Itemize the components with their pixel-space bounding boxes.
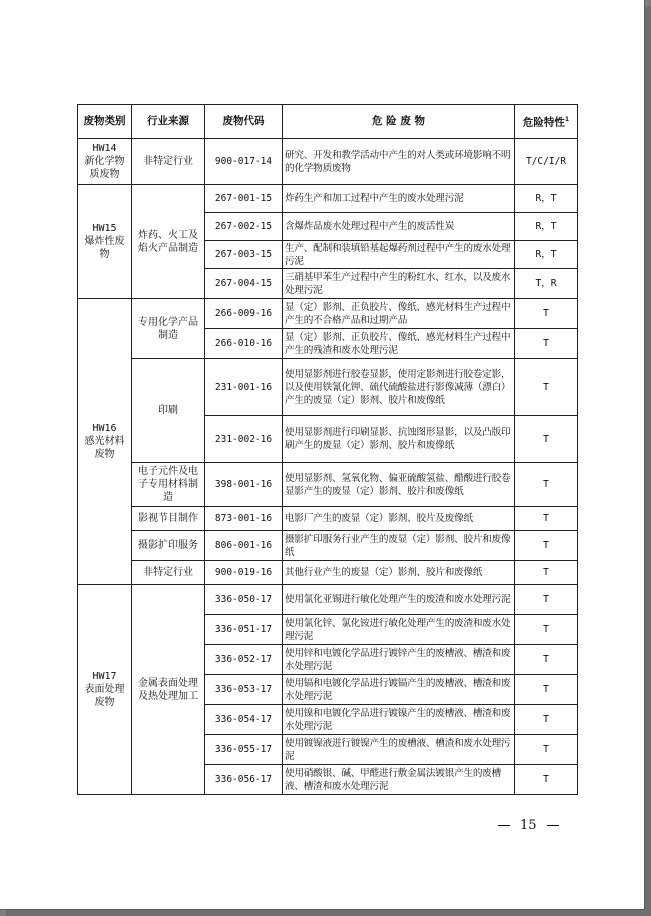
waste-code: 398-001-16 [205,463,283,507]
waste-description: 摄影扩印服务行业产生的废显（定）影剂、胶片和废像纸 [283,531,515,561]
category-name: 爆炸性废物 [84,236,125,260]
risk-characteristic: T [515,765,578,795]
risk-characteristic: T [515,463,578,507]
waste-code: 336-053-17 [205,675,283,705]
table-row [78,561,578,585]
header-risk-label: 危险特性 [522,116,565,129]
waste-description: 生产、配制和装填铅基起爆药剂过程中产生的废水处理污泥 [283,241,515,269]
waste-description: 含爆炸品废水处理过程中产生的废活性炭 [283,213,515,241]
waste-code: 336-050-17 [205,585,283,615]
waste-code: 231-001-16 [205,359,283,416]
risk-characteristic: T [515,531,578,561]
category-code: HW17 [92,671,117,682]
category-hw14 [78,139,132,185]
category-hw15 [78,185,132,299]
waste-code: 267-001-15 [205,185,283,213]
waste-description: 使用硝酸银、碱、甲醛进行敷金属法镀银产生的废槽液、槽渣和废水处理污泥 [283,765,515,795]
waste-code: 336-056-17 [205,765,283,795]
risk-characteristic: T [515,735,578,765]
waste-code: 873-001-16 [205,507,283,531]
dash-left [498,825,510,826]
waste-description: 电影厂产生的废显（定）影剂、胶片及废像纸 [283,507,515,531]
risk-characteristic: T [515,416,578,463]
risk-characteristic: R，T [515,213,578,241]
risk-characteristic: T [515,705,578,735]
waste-description: 使用镀镍液进行镀镍产生的废槽液、槽渣和废水处理污泥 [283,735,515,765]
page-shadow-right [645,6,651,916]
risk-characteristic: T [515,585,578,615]
waste-code: 231-002-16 [205,416,283,463]
header-waste: 危 险 废 物 [283,105,515,139]
source-cell: 印刷 [132,359,205,463]
waste-description: 使用镉和电镀化学品进行镀镉产生的废槽液、槽渣和废水处理污泥 [283,675,515,705]
page-shadow-bottom [6,910,651,916]
table-row [78,463,578,507]
waste-code: 900-017-14 [205,139,283,185]
waste-code: 900-019-16 [205,561,283,585]
table-row [78,507,578,531]
risk-characteristic: T [515,615,578,645]
source-cell: 金属表面处理及热处理加工 [132,585,205,795]
dash-right [547,825,559,826]
waste-description: 使用镍和电镀化学品进行镀镍产生的废槽液、槽渣和废水处理污泥 [283,705,515,735]
waste-description: 显（定）影剂、正负胶片、像纸、感光材料生产过程中产生的残渣和废水处理污泥 [283,329,515,359]
source-cell: 非特定行业 [132,561,205,585]
risk-characteristic: T，R [515,269,578,299]
category-name: 新化学物质废物 [84,156,125,180]
source-cell: 非特定行业 [132,139,205,185]
waste-code: 267-002-15 [205,213,283,241]
table-row [78,359,578,416]
table-header-row [78,105,578,139]
waste-description: 使用氯化亚锡进行敏化处理产生的废渣和废水处理污泥 [283,585,515,615]
risk-characteristic: R，T [515,185,578,213]
waste-code: 336-052-17 [205,645,283,675]
header-code: 废物代码 [205,105,283,139]
table-row [78,299,578,329]
risk-characteristic: T [515,329,578,359]
waste-description: 炸药生产和加工过程中产生的废水处理污泥 [283,185,515,213]
category-name: 表面处理废物 [84,684,125,708]
waste-code: 266-010-16 [205,329,283,359]
header-category: 废物类别 [78,105,132,139]
source-cell: 摄影扩印服务 [132,531,205,561]
waste-description: 使用氯化锌、氯化铵进行敏化处理产生的废渣和废水处理污泥 [283,615,515,645]
waste-code: 267-003-15 [205,241,283,269]
risk-characteristic: R，T [515,241,578,269]
header-source: 行业来源 [132,105,205,139]
waste-description: 使用显影剂进行胶卷显影，使用定影剂进行胶卷定影，以及使用铁氰化钾、硫代硫酸盐进行影像减薄（漂白）产生的废显（定）影剂、胶片和废像纸 [283,359,515,416]
source-cell: 炸药、火工及焰火产品制造 [132,185,205,299]
footnote-marker: 1 [564,116,570,124]
table-row [78,585,578,615]
header-risk [515,105,578,139]
source-cell: 专用化学产品制造 [132,299,205,359]
risk-characteristic: T [515,561,578,585]
table-row [78,531,578,561]
table-row [78,139,578,185]
waste-description: 其他行业产生的废显（定）影剂、胶片和废像纸 [283,561,515,585]
risk-characteristic: T [515,359,578,416]
source-cell: 电子元件及电子专用材料制造 [132,463,205,507]
waste-code: 336-051-17 [205,615,283,645]
waste-description: 显（定）影剂、正负胶片、像纸、感光材料生产过程中产生的不合格产品和过期产品 [283,299,515,329]
category-code: HW15 [92,223,117,234]
table-row [78,185,578,213]
category-hw16 [78,299,132,585]
hazardous-waste-table [77,104,578,795]
risk-characteristic: T [515,299,578,329]
waste-code: 336-055-17 [205,735,283,765]
risk-characteristic: T/C/I/R [515,139,578,185]
waste-code: 266-009-16 [205,299,283,329]
category-name: 感光材料废物 [84,436,125,460]
category-code: HW14 [92,143,117,154]
waste-description: 使用锌和电镀化学品进行镀锌产生的废槽液、槽渣和废水处理污泥 [283,645,515,675]
waste-code: 267-004-15 [205,269,283,299]
waste-code: 336-054-17 [205,705,283,735]
category-hw17 [78,585,132,795]
waste-description: 研究、开发和教学活动中产生的对人类或环境影响不明的化学物质废物 [283,139,515,185]
page-number-value: 15 [520,818,537,833]
waste-description: 使用显影剂、氢氧化物、偏亚硫酸氢盐、醋酸进行胶卷显影产生的废显（定）影剂、胶片和废像纸 [283,463,515,507]
waste-description: 使用显影剂进行印刷显影、抗蚀图形显影，以及凸版印刷产生的废显（定）影剂、胶片和废像纸 [283,416,515,463]
waste-code: 806-001-16 [205,531,283,561]
risk-characteristic: T [515,675,578,705]
waste-description: 三硝基甲苯生产过程中产生的粉红水、红水，以及废水处理污泥 [283,269,515,299]
risk-characteristic: T [515,507,578,531]
page-number [498,818,559,833]
source-cell: 影视节目制作 [132,507,205,531]
category-code: HW16 [92,423,117,434]
risk-characteristic: T [515,645,578,675]
